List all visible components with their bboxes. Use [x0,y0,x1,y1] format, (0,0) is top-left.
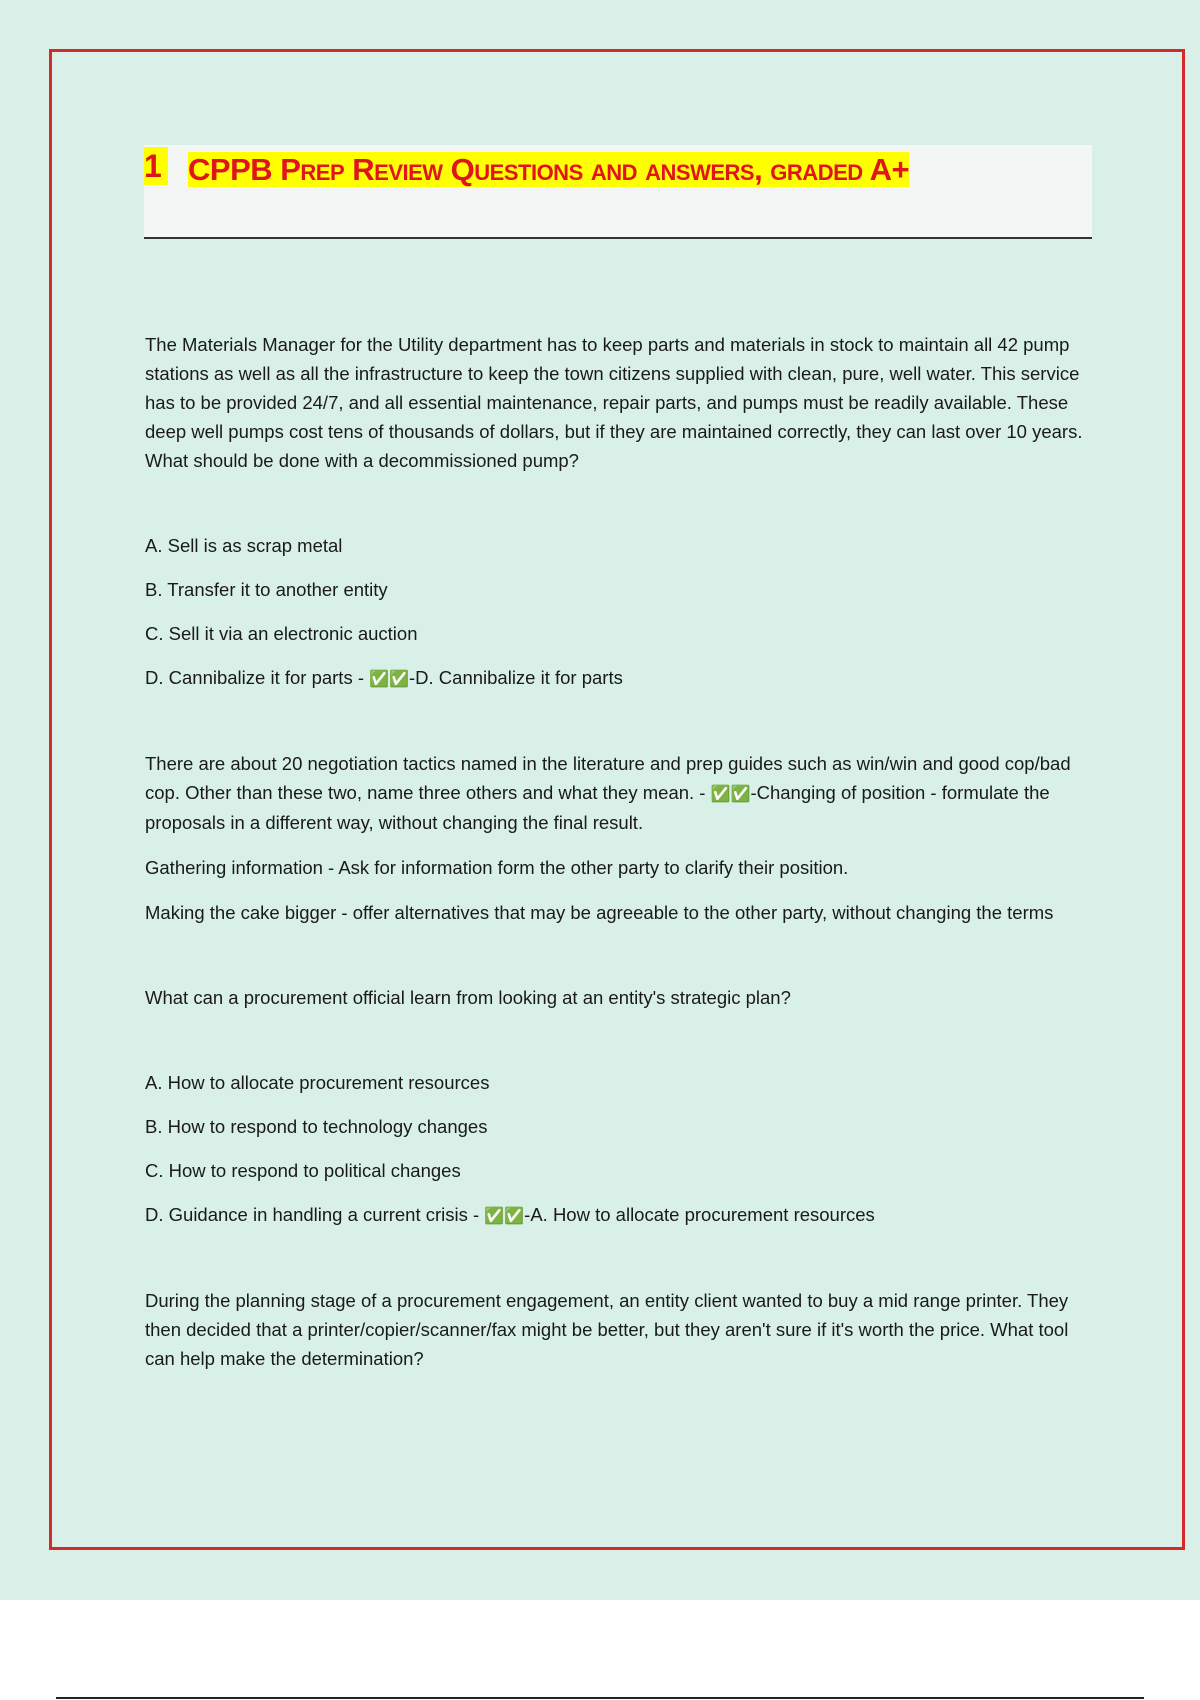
question-3-option-a: A. How to allocate procurement resources [145,1072,490,1093]
question-2-answer-second: Gathering information - Ask for information form the other party to clarify their position. [145,857,849,878]
question-3-option-d: D. Guidance in handling a current crisis - [145,1204,485,1225]
question-2-answer-third: Making the cake bigger - offer alternatives that may be agreeable to the other party, without changing the terms [145,902,1054,923]
checkmark-icon: ✅✅ [369,669,409,688]
question-1-option-b: B. Transfer it to another entity [145,579,388,600]
question-2-answer-first: -Changing of position - formulate the proposals in a different way, without changing the final result. [145,782,1050,833]
question-3-option-d-answer [145,1200,1090,1230]
checkmark-icon: ✅✅ [484,1206,525,1225]
question-1-option-d: D. Cannibalize it for parts - [145,667,370,688]
heading-number: 1 [144,147,168,185]
document-body [145,330,1090,1373]
question-1-option-a: A. Sell is as scrap metal [145,535,343,556]
question-4-text: During the planning stage of a procurement engagement, an entity client wanted to buy a mid range printer. They then decided that a printer/copier/scanner/fax might be better, but they aren't sure if it's worth the price. What tool can help make the determination? [145,1290,1069,1369]
question-3-option-b: B. How to respond to technology changes [145,1116,488,1137]
question-2-text: There are about 20 negotiation tactics named in the literature and prep guides such as win/win and good cop/bad cop. Other than these two, name three others and what they mean. - [145,753,1071,803]
question-1-answer: -D. Cannibalize it for parts [409,667,623,688]
document-title [188,147,1088,192]
question-2-block [145,749,1090,837]
question-3-option-c: C. How to respond to political changes [145,1160,461,1181]
footer-divider [56,1697,1144,1699]
question-3-text: What can a procurement official learn from looking at an entity's strategic plan? [145,987,791,1008]
question-1-option-d-answer [145,663,1090,693]
title-highlight: CPPB Prep Review Questions and answers, graded A+ [188,152,910,187]
question-1-text: The Materials Manager for the Utility department has to keep parts and materials in stock to maintain all 42 pump stations as well as all the infrastructure to keep the town citizens supplied with clean, pure, well water. This service has to be provided 24/7, and all essential maintenance, repair parts, and pumps must be readily available. These deep well pumps cost tens of thousands of dollars, but if they are maintained correctly, they can last over 10 years. What should be done with a decommissioned pump? [145,334,1083,471]
question-1-option-c: C. Sell it via an electronic auction [145,623,418,644]
question-3-answer: -A. How to allocate procurement resources [524,1204,875,1225]
checkmark-icon: ✅✅ [710,784,751,803]
document-title-block [144,145,1092,239]
